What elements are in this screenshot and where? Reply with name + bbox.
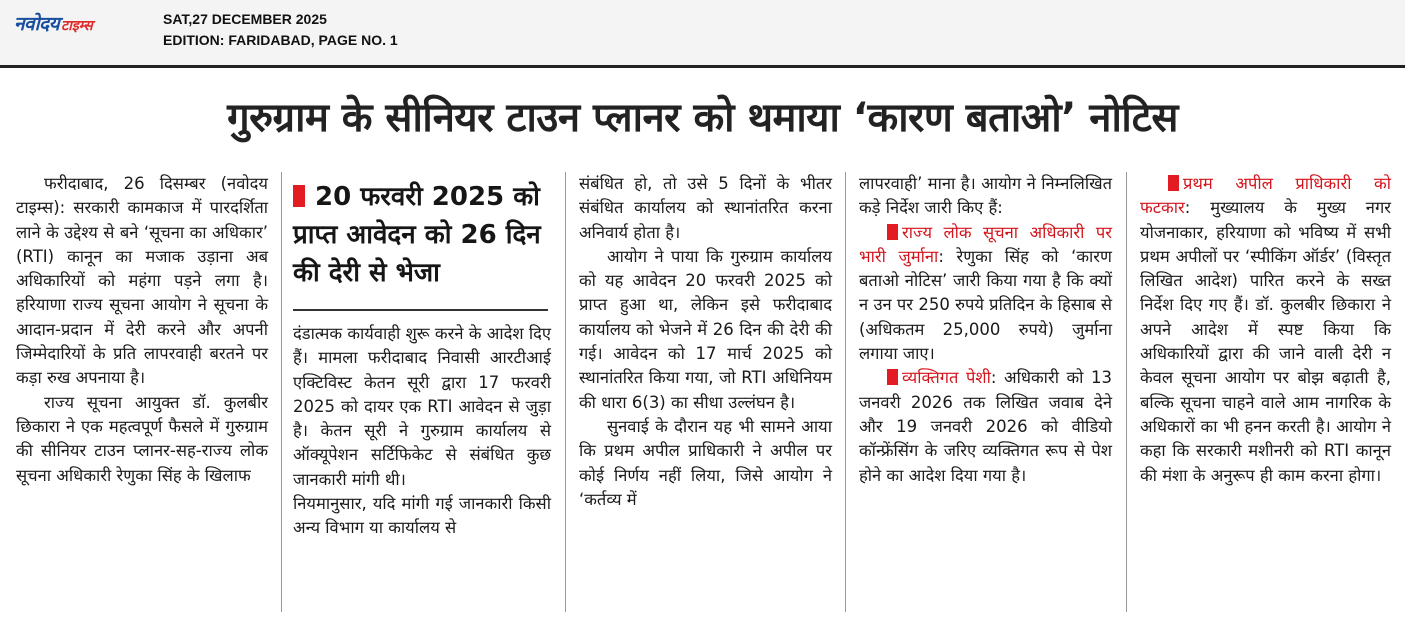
column-divider [565,172,566,612]
directive-paragraph [859,221,1112,367]
article-subhead [293,178,551,292]
paragraph: नियमानुसार, यदि मांगी गई जानकारी किसी अन्य विभाग या कार्यालय से [293,494,551,538]
masthead-bar [0,0,1405,68]
red-marker-icon [293,185,305,207]
column-divider [281,172,282,612]
article-column-2 [293,322,551,541]
paragraph: राज्य सूचना आयुक्त डॉ. कुलबीर छिकारा ने एक महत्वपूर्ण फैसले में गुरुग्राम की सीनियर टाउन प्लानर-सह-राज्य लोक सूचना अधिकारी रेणुका सिंह के खिलाफ [16,392,268,485]
date-line: SAT,27 DECEMBER 2025 [163,11,327,27]
column-divider [1126,172,1127,612]
directive-heading: व्यक्तिगत पेशी [902,368,991,388]
paragraph: फरीदाबाद, 26 दिसम्बर (नवोदय टाइम्स): सरकारी कामकाज में पारदर्शिता लाने के उद्देश्य से बने ‘सूचना का अधिकार’ (RTI) कानून का मजाक उड़ाना अब अधिकारियों को महंगा पड़ने लगा है। हरियाणा राज्य सूचना आयोग ने सूचना के आदान-प्रदान में देरी करने और अपनी जिम्मेदारियों के प्रति लापरवाही बरतने पर कड़ा रुख अपनाया है। [16,174,268,388]
paragraph: दंडात्मक कार्यवाही शुरू करने के आदेश दिए हैं। मामला फरीदाबाद निवासी आरटीआई एक्टिविस्ट केतन सूरी द्वारा 17 फरवरी 2025 को दायर एक RTI आवेदन से जुड़ा है। केतन सूरी ने गुरुग्राम कार्यालय से ऑक्यूपेशन सर्टिफिकेट से संबंधित कुछ जानकारी मांगी थी। [293,324,551,489]
article-column-1 [16,172,268,488]
red-marker-icon [887,369,898,385]
logo-sub-text: टाइम्स [61,18,93,34]
article-headline: गुरुग्राम के सीनियर टाउन प्लानर को थमाया ‘कारण बताओ’ नोटिस [227,95,1178,141]
red-marker-icon [1168,175,1179,191]
article-column-3 [579,172,832,512]
directive-body: : अधिकारी को 13 जनवरी 2026 तक लिखित जवाब देने और 19 जनवरी 2026 को वीडियो कॉन्फ्रेंसिंग के जरिए व्यक्तिगत रूप से पेश होने का आदेश दिया गया है। [859,368,1113,485]
newspaper-logo[interactable] [14,10,93,34]
subhead-divider [293,309,548,311]
directive-heading: राज्य लोक सूचना अधिकारी पर भारी जुर्माना [859,222,1112,266]
column-divider [845,172,846,612]
paragraph: लापरवाही’ माना है। आयोग ने निम्नलिखित कड़े निर्देश जारी किए हैं: [859,174,1112,218]
directive-heading: प्रथम अपील प्राधिकारी को फटकार [1140,174,1391,218]
article-column-5 [1140,172,1391,488]
directive-body: : रेणुका सिंह को ‘कारण बताओ नोटिस’ जारी किया गया है कि क्यों न उन पर 250 रुपये प्रतिदिन के हिसाब से (अधिकतम 25,000 रुपये) जुर्माना लगाया जाए। [859,246,1112,364]
edition-info [163,9,398,51]
directive-paragraph [859,366,1112,487]
subhead-text: 20 फरवरी 2025 को प्राप्त आवेदन को 26 दिन की देरी से भेजा [293,182,541,288]
red-marker-icon [887,224,898,240]
edition-line: EDITION: FARIDABAD, PAGE NO. 1 [163,32,398,48]
directive-body: : मुख्यालय के मुख्य नगर योजनाकार, हरियाणा को भविष्य में सभी प्रथम अपीलों पर ‘स्पीकिंग ऑर्डर’ (विस्तृत लिखित आदेश) पारित करने के सख्त निर्देश दिए गए हैं। डॉ. कुलबीर छिकारा ने अपने आदेश में स्पष्ट किया कि अधिकारियों द्वारा की जाने वाली देरी न केवल सूचना आयोग पर बोझ बढ़ाती है, बल्कि सूचना चाहने वाले आम नागरिक के अधिकारों का भी हनन करती है। आयोग ने कहा कि सरकारी मशीनरी को RTI कानून की मंशा के अनुरूप ही काम करना होगा। [1140,198,1391,485]
paragraph: सुनवाई के दौरान यह भी सामने आया कि प्रथम अपील प्राधिकारी ने अपील पर कोई निर्णय नहीं लिया, जिसे आयोग ने ‘कर्तव्य में [579,416,832,509]
article-column-4 [859,172,1112,488]
paragraph: आयोग ने पाया कि गुरुग्राम कार्यालय को यह आवेदन 20 फरवरी 2025 को प्राप्त हुआ था, लेकिन इसे फरीदाबाद कार्यालय को भेजने में 26 दिन की देरी की गई। आवेदन को 17 मार्च 2025 को स्थानांतरित किया गया, जो RTI अधिनियम की धारा 6(3) का सीधा उल्लंघन है। [579,246,832,412]
directive-paragraph [1140,172,1391,488]
paragraph: संबंधित हो, तो उसे 5 दिनों के भीतर संबंधित कार्यालय को स्थानांतरित करना अनिवार्य होता है। [579,174,832,242]
logo-main-text: नवोदय [14,13,60,35]
